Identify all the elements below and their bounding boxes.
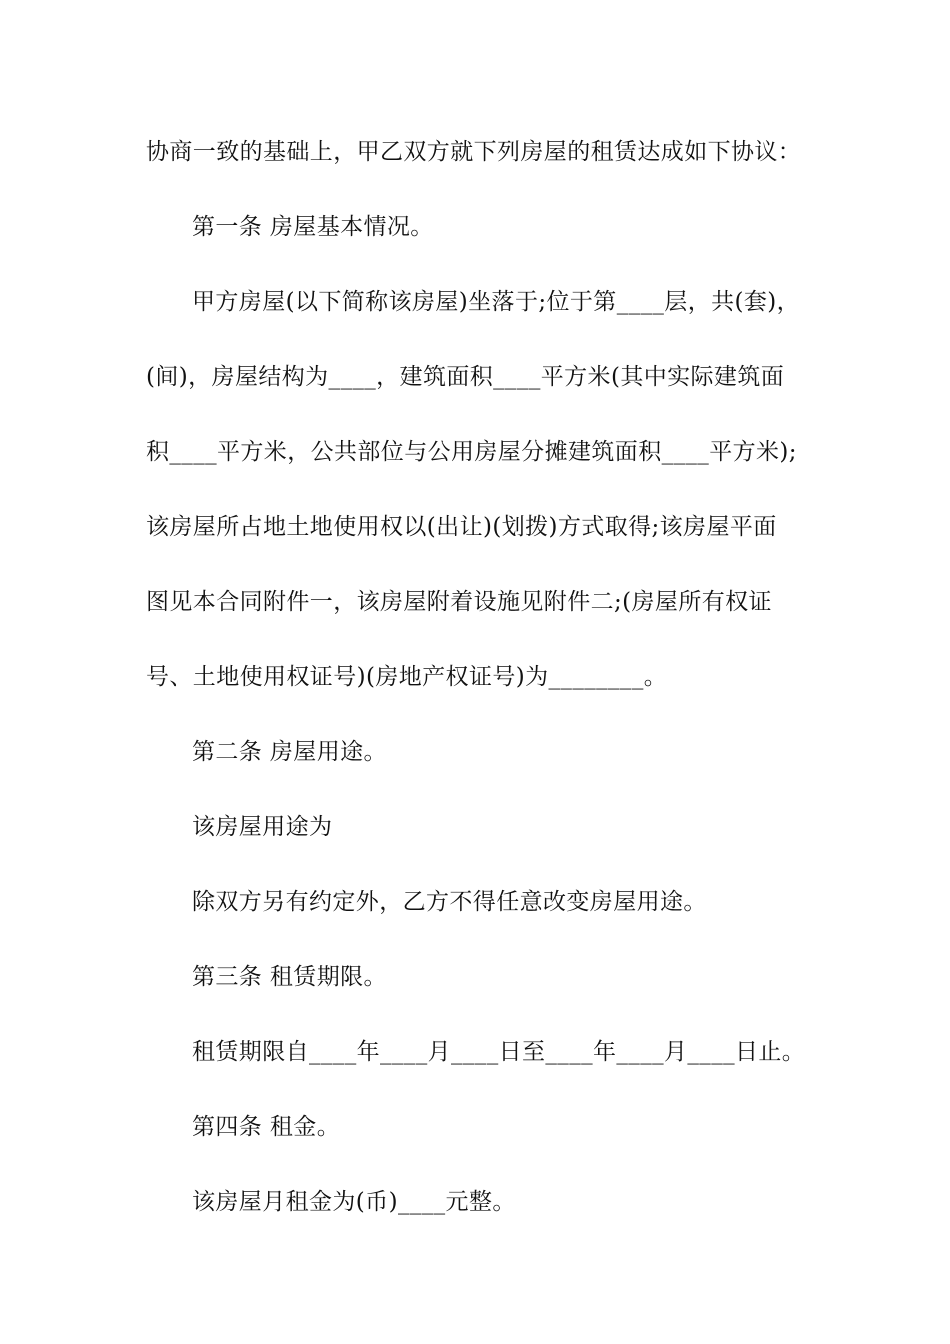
paragraph-line: 甲方房屋(以下简称该房屋)坐落于;位于第____层，共(套)， xyxy=(192,289,801,315)
article-2-heading: 第二条 房屋用途。 xyxy=(192,739,387,765)
article-4-heading: 第四条 租金。 xyxy=(192,1114,341,1140)
paragraph-line: 号、土地使用权证号)(房地产权证号)为________。 xyxy=(146,664,668,690)
paragraph-line: 协商一致的基础上，甲乙双方就下列房屋的租赁达成如下协议： xyxy=(146,139,802,165)
paragraph-line: 该房屋月租金为(币)____元整。 xyxy=(192,1189,516,1215)
paragraph-line: 图见本合同附件一，该房屋附着设施见附件二;(房屋所有权证 xyxy=(146,589,772,615)
paragraph-line: (间)，房屋结构为____，建筑面积____平方米(其中实际建筑面 xyxy=(146,364,785,390)
article-3-heading: 第三条 租赁期限。 xyxy=(192,964,387,990)
article-1-heading: 第一条 房屋基本情况。 xyxy=(192,214,434,240)
paragraph-line: 租赁期限自____年____月____日至____年____月____日止。 xyxy=(192,1039,806,1065)
paragraph-line: 该房屋用途为 xyxy=(192,814,333,840)
paragraph-line: 除双方另有约定外，乙方不得任意改变房屋用途。 xyxy=(192,889,707,915)
paragraph-line: 该房屋所占地土地使用权以(出让)(划拨)方式取得;该房屋平面 xyxy=(146,514,777,540)
paragraph-line: 积____平方米，公共部位与公用房屋分摊建筑面积____平方米); xyxy=(146,439,797,465)
